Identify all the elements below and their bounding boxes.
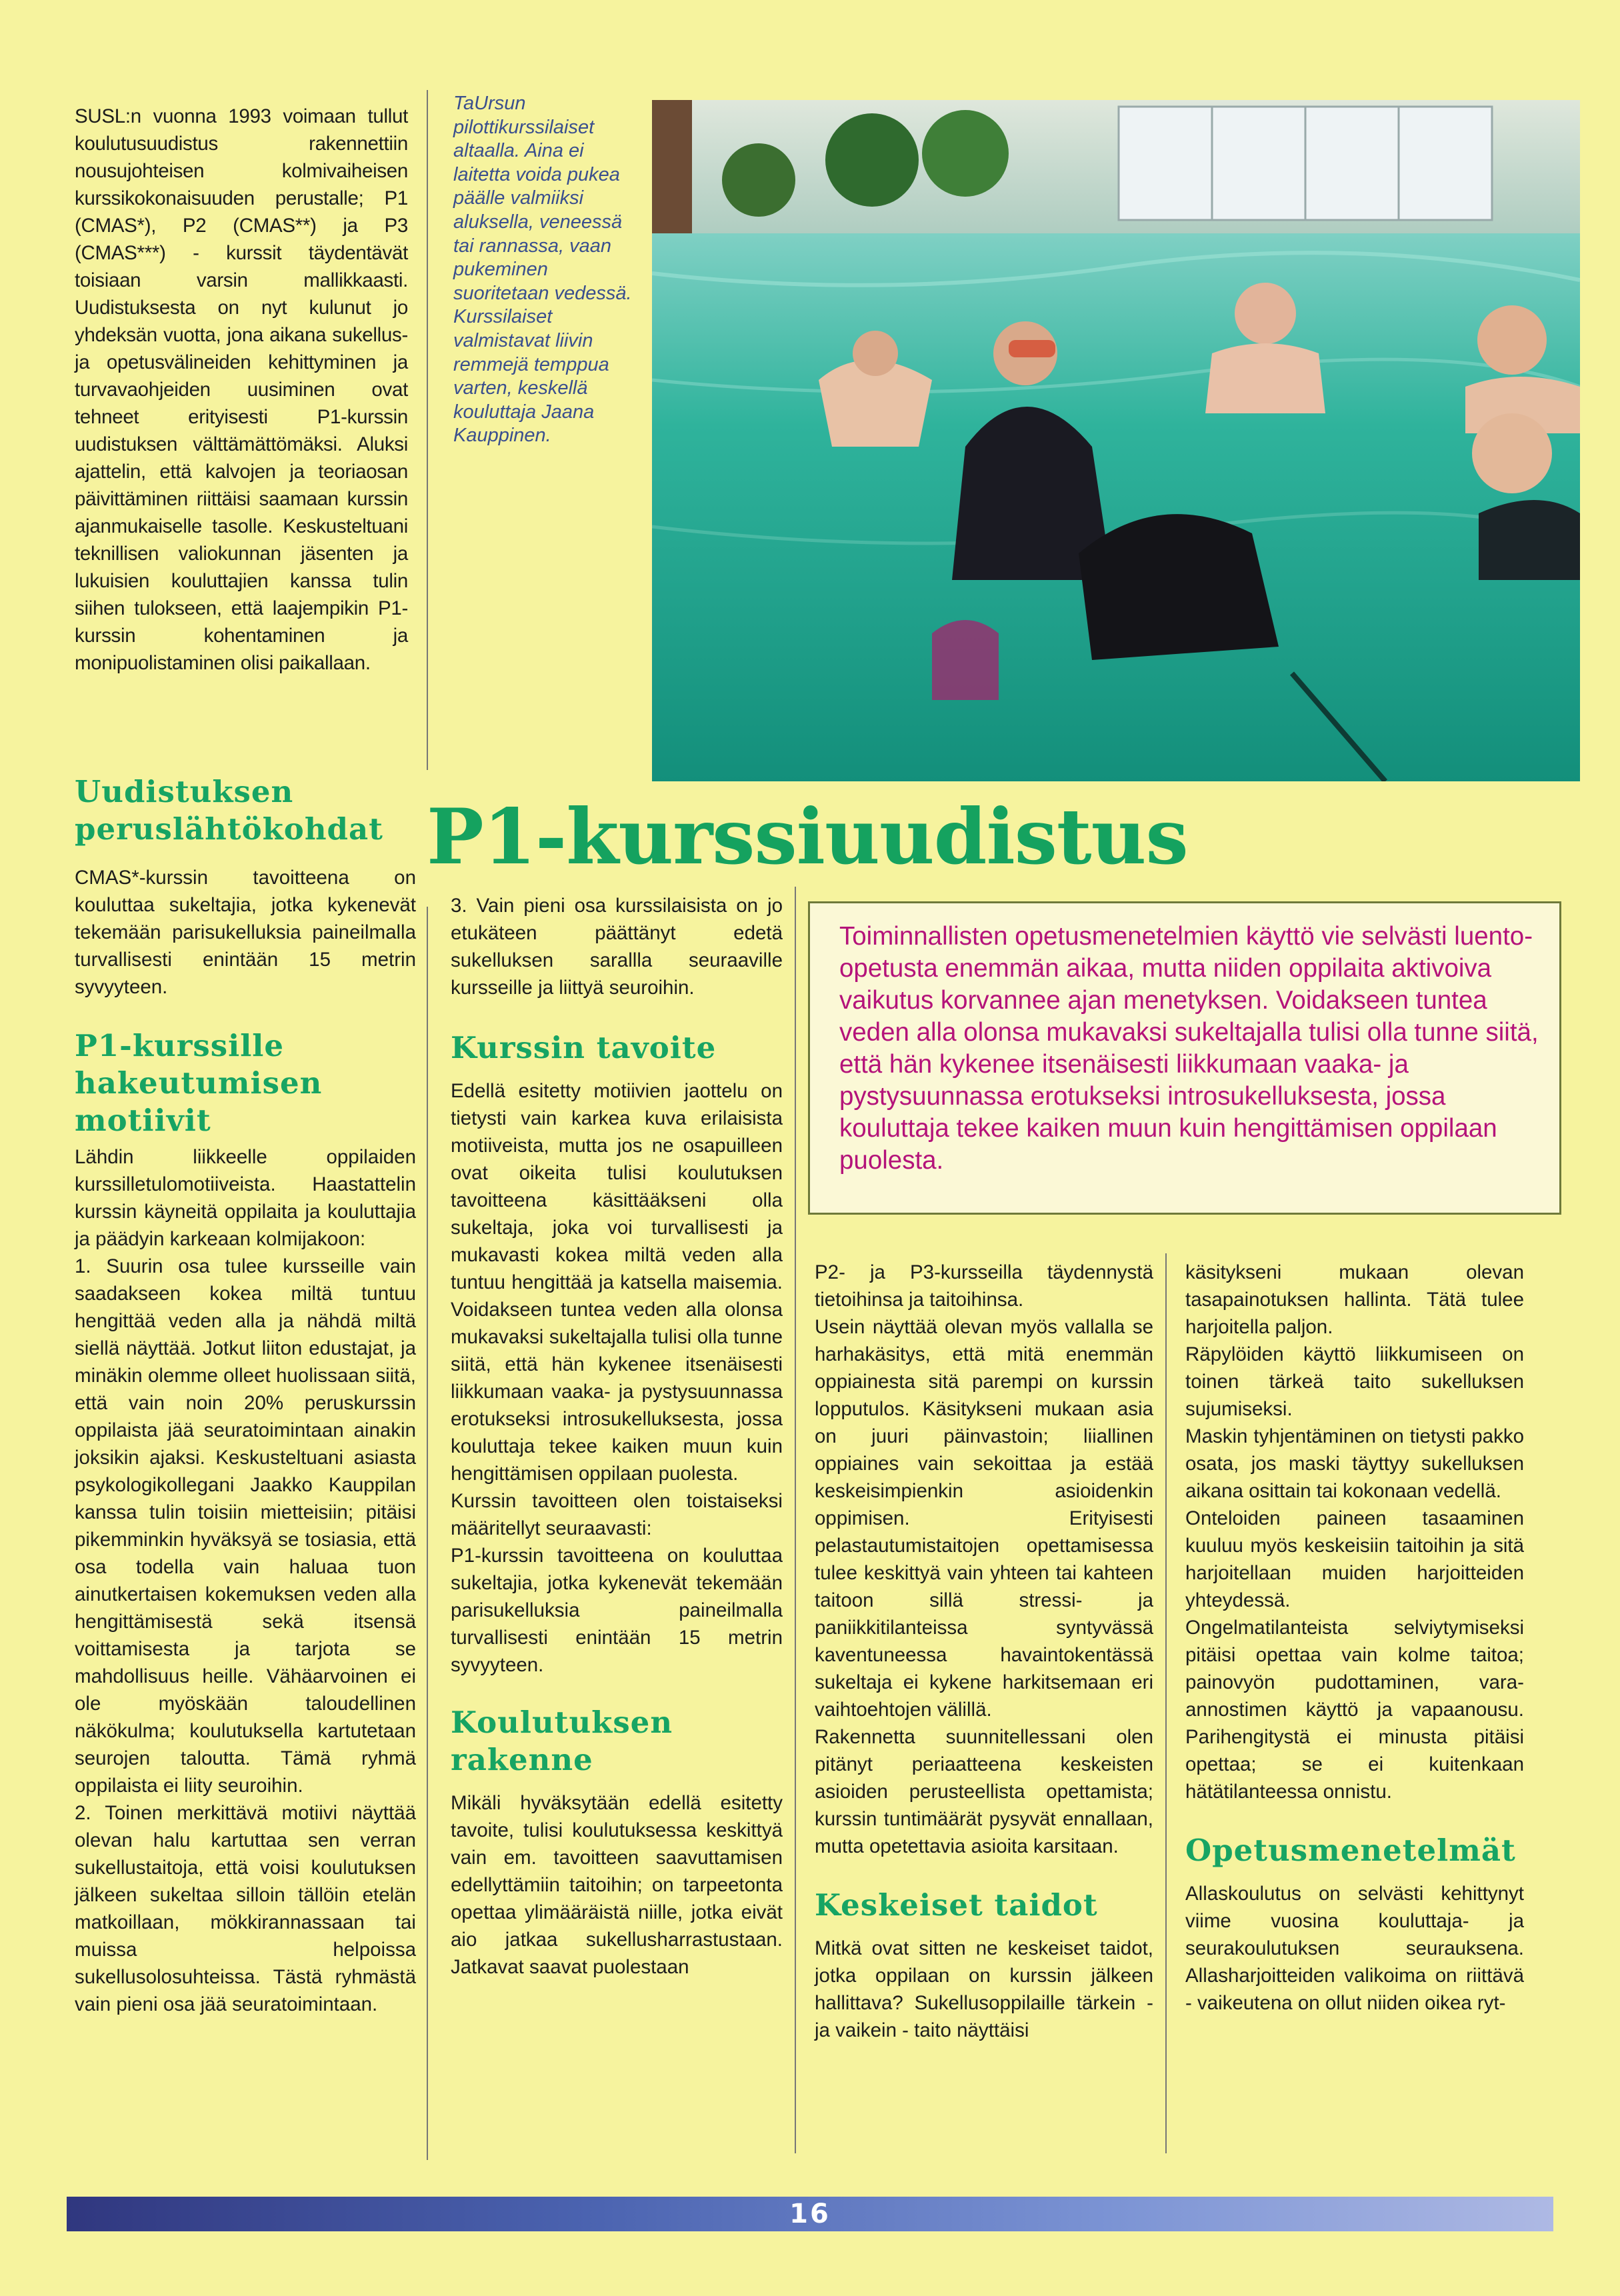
pull-quote: Toiminnallisten opetusmenetelmien käyttö vie selvästi luento-opetusta enemmän aikaa, mutta niiden oppilaita aktivoiva vaikutus korvannee ajan menetyksen. Voidakseen tuntea veden alla olonsa mukavaksi sukeltajalla tulisi olla tunne siitä, että hän kykenee itsenäisesti liikkumaan vaaka- ja pystysuunnassa erotukseksi introsukelluksesta, jossa kouluttaja tekee kaiken muun kuin hengittämisen oppilaan puolesta. [808,901,1561,1215]
col4-paragraph-2: Räpylöiden käyttö liikkumiseen on toinen tärkeä taito sukelluksen sujumiseksi. [1185,1343,1524,1420]
col4-paragraph-3: Maskin tyhjentäminen on tietysti pakko osata, jos maski täyttyy sukelluksen aikana osittain tai kokonaan vedellä. [1185,1425,1524,1502]
column-divider [795,887,796,2153]
col4-paragraph-6: Allaskoulutus on selvästi kehittynyt viime vuosina kouluttaja- ja seurakoulutuksen seurauksena. Allasharjoitteiden valikoima on riittävä - vaikeutena on ollut niiden oikea ryt- [1185,1883,1524,2014]
col3-paragraph-4: Mitkä ovat sitten ne keskeiset taidot, jotka oppilaan on kurssin jälkeen hallittava? Sukellusoppilaille tärkein - ja vaikein - taito näyttäisi [815,1937,1153,2041]
column-divider [1165,1253,1167,2153]
paragraph-uudistuksen: CMAS*-kurssin tavoitteena on kouluttaa sukeltajia, jotka kykenevät tekemään parisukelluksia paineilmalla turvallisesti enintään 15 metrin syvyyteen. [75,867,416,998]
paragraph-tavoite-2: Kurssin tavoitteen olen toistaiseksi määritellyt seuraavasti: [451,1490,783,1539]
pool-scene-illustration [652,100,1580,781]
heading-uudistuksen: Uudistuksen peruslähtökohdat [75,774,383,847]
intro-paragraph: SUSL:n vuonna 1993 voimaan tullut koulutusuudistus rakennettiin nousujohteisen kolmivaiheisen kurssikokonaisuuden perustalle; P1 (CMAS*), P2 (CMAS**) ja P3 (CMAS***) - kurssit täydentävät toisiaan varsin mallikkaasti. Uudistuksesta on nyt kulunut jo yhdeksän vuotta, jona aikana sukellus- ja opetusvälineiden kehittyminen ja turvavaohjeiden uusiminen ovat tehneet erityisesti P1-kurssin uudistuksen välttämättömäksi. Aluksi ajattelin, että kalvojen ja teoriaosan päivittäminen riittäisi saamaan kurssin ajanmukaiselle tasolle. Keskusteltuani teknillisen valiokunnan jäsenten ja lukuisien kouluttajien kanssa tulin siihen tulokseen, että laajempikin P1-kurssin kohentaminen ja monipuolistaminen olisi paikallaan. [75,105,408,674]
article-title: P1-kurssiuudistus [427,792,1188,881]
paragraph-rakenne: Mikäli hyväksytään edellä esitetty tavoite, tulisi koulutuksessa keskittyä vain em. tavoitteen saavuttamisen edellyttämiin taitoihin; on tarpeetonta opettaa ylimääräistä niille, jotka eivät aio jatkaa sukellusharrastustaan. Jatkavat saavat puolestaan [451,1792,783,1978]
column-3 [815,1259,1153,2044]
pool-photo [652,100,1580,781]
paragraph-motiivit-4: 3. Vain pieni osa kurssilaisista on jo etukäteen päättänyt edetä sukelluksen sarallla seuraaville kursseille ja liittyä seuroihin. [451,895,783,999]
column-2 [451,892,783,1981]
col4-paragraph-5: Ongelmatilanteista selviytymiseksi pitäisi opettaa vain kolme taitoa; painovyön pudottaminen, vara-annostimen käyttö ja vapaanousu. Parihengitystä ei minusta pitäisi opettaa; se ei kuitenkaan hätätilanteessa onnistu. [1185,1617,1524,1803]
paragraph-motiivit-1: Lähdin liikkeelle oppilaiden kurssilletulomotiiveista. Haastattelin kurssin käyneitä oppilaita ja kouluttajia ja päädyin karkeaan kolmijakoon: [75,1146,416,1250]
intro-column [75,103,408,677]
paragraph-motiivit-2: 1. Suurin osa tulee kursseille vain saadakseen kokea miltä tuntuu hengittää veden alla ja nähdä miltä siellä näyttää. Jotkut liiton edustajat, ja minäkin olemme olleet huolissaan siitä, että vain noin 20% peruskurssin oppilaista jää seuratoimintaan ainakin joksikin ajaksi. Keskusteltuani asiasta psykologikollegani Jaakko Kauppilan kanssa tulin toisiin mietteisiin; pitäisi pikemminkin hyväksyä se tosiasia, että osa todella vain haluaa tuon ainutkertaisen kokemuksen veden alla hengittämisestä sekä itsensä voittamisesta ja tarjota se mahdollisuus heille. Vähäarvoinen ei ole myöskään taloudellinen näkökulma; koulutuksella kartutetaan seurojen taloutta. Tämä ryhmä oppilaista ei liity seuroihin. [75,1255,416,1797]
heading-taidot: Keskeiset taidot [815,1887,1098,1923]
page-number: 16 [789,2199,831,2229]
paragraph-tavoite-3: P1-kurssin tavoitteena on kouluttaa sukeltajia, jotka kykenevät tekemään parisukelluksia paineilmalla turvallisesti enintään 15 metrin syvyyteen. [451,1545,783,1676]
col3-paragraph-3: Rakennetta suunnitellessani olen pitänyt periaatteena keskeisten asioiden perusteellista opettamista; kurssin tuntimäärät pysyvät ennallaan, mutta opetettavia asioita karsitaan. [815,1726,1153,1857]
heading-menetelmat: Opetusmenetelmät [1185,1833,1516,1868]
heading-rakenne: Koulutuksen rakenne [451,1705,673,1777]
col4-paragraph-4: Onteloiden paineen tasaaminen kuuluu myös keskeisiin taitoihin ja sitä harjoitellaan muiden harjoitteiden yhteydessä. [1185,1507,1524,1611]
footer-bar [67,2197,1553,2231]
paragraph-tavoite-1: Edellä esitetty motiivien jaottelu on tietysti vain karkea kuva erilaisista motiiveista, mutta jos ne osapuilleen ovat oikeita tulisi koulutuksen tavoitteena käsittääkseni olla sukeltaja, joka voi turvallisesti ja mukavasti kokea miltä veden alla tuntuu hengittää ja katsella maisemia. Voidakseen tuntea veden alla olonsa mukavaksi sukeltajalla tulisi olla tunne siitä, että hän kykenee itsenäisesti liikkumaan vaaka- ja pystysuunnassa erotukseksi introsukelluksesta, jossa kouluttaja tekee kaiken muun kuin hengittämisen oppilaan puolesta. [451,1080,783,1485]
col3-paragraph-1: P2- ja P3-kursseilla täydennystä tietoihinsa ja taitoihinsa. [815,1261,1153,1311]
col4-paragraph-1: käsitykseni mukaan olevan tasapainotuksen hallinta. Tätä tulee harjoitella paljon. [1185,1261,1524,1338]
paragraph-motiivit-3: 2. Toinen merkittävä motiivi näyttää olevan halu kartuttaa sen verran sukellustaitoja, että voisi koulutuksen jälkeen sukeltaa silloin tällöin etelän matkoillaan, mökkirannassaan tai muissa helpoissa sukellusolosuhteissa. Tästä ryhmästä vain pieni osa jää seuratoimintaan. [75,1802,416,2015]
heading-tavoite: Kurssin tavoite [451,1030,717,1065]
column-divider [427,90,428,770]
column-1 [75,773,416,2018]
column-4 [1185,1259,1524,2017]
photo-caption: TaUrsun pilottikurssilaiset altaalla. Aina ei laitetta voida pukea päälle valmiiksi aluksella, veneessä tai rannassa, vaan pukeminen suoritetaan vedessä. Kurssilaiset valmistavat liivin remmejä temppua varten, keskellä kouluttaja Jaana Kauppinen. [453,93,632,447]
column-divider [427,907,428,2160]
heading-motiivit: P1-kurssille hakeutumisen motiivit [75,1028,323,1138]
col3-paragraph-2: Usein näyttää olevan myös vallalla se harhakäsitys, että mitä enemmän oppiainesta sitä parempi on kurssin lopputulos. Käsitykseni mukaan asia on juuri päinvastoin; liiallinen oppiaines vain sekoittaa ja estää keskeisimpienkin asioidenkin oppimisen. Erityisesti pelastautumistaitojen opettamisessa tulee keskittyä vain yhteen tai kahteen taitoon sillä stressi- ja paniikkitilanteissa syntyvässä kaventuneessa havaintokentässä sukeltaja ei kykene harkitsemaan eri vaihtoehtojen välillä. [815,1316,1153,1721]
